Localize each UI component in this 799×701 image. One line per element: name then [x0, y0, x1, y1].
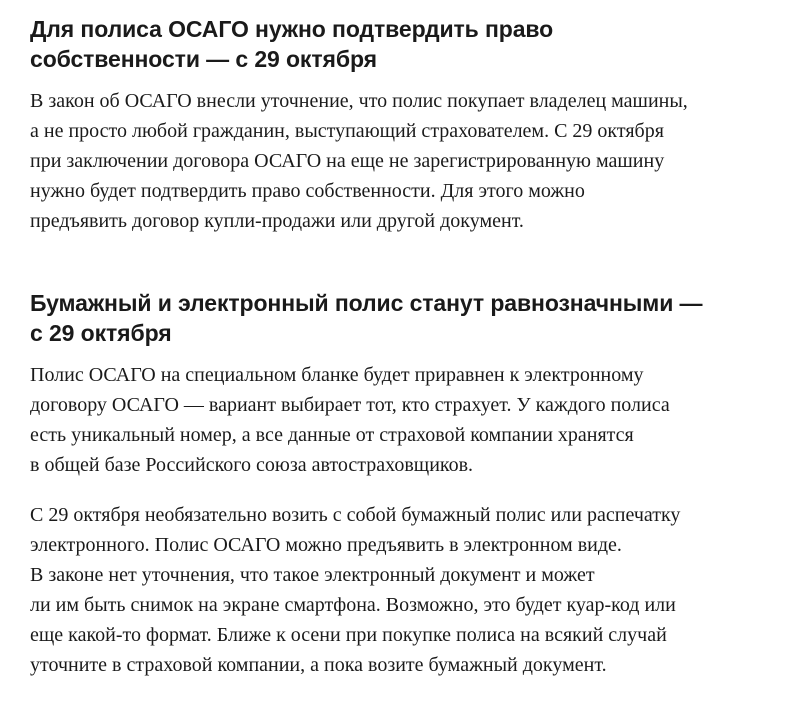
section-title-ownership: Для полиса ОСАГО нужно подтвердить право собственности — с 29 октября: [30, 16, 554, 72]
paragraph-paper-equals-electronic: Полис ОСАГО на специальном бланке будет приравнен к электронному договору ОСАГО — вариант выбирает тот, кто страхует. У каждого полиса есть уникальный номер, а все данные от страховой компании хранятся в общей базе Российского союза автостраховщиков.: [30, 364, 670, 476]
article-body: [30, 14, 780, 680]
section-title-electronic-policy: Бумажный и электронный полис станут равнозначными — с 29 октября: [30, 290, 703, 346]
paragraph-carry-policy: С 29 октября необязательно возить с собой бумажный полис или распечатку электронного. Полис ОСАГО можно предъявить в электронном виде. В законе нет уточнения, что такое электронный документ и может ли им быть снимок на экране смартфона. Возможно, это будет куар-код или еще какой-то формат. Ближе к осени при покупке полиса на всякий случай уточните в страховой компании, а пока возите бумажный документ.: [30, 504, 681, 676]
paragraph-ownership: В закон об ОСАГО внесли уточнение, что полис покупает владелец машины, а не просто любой гражданин, выступающий страхователем. С 29 октября при заключении договора ОСАГО на еще не зарегистрированную машину нужно будет подтвердить право собственности. Для этого можно предъявить договор купли-продажи или другой документ.: [30, 90, 688, 232]
